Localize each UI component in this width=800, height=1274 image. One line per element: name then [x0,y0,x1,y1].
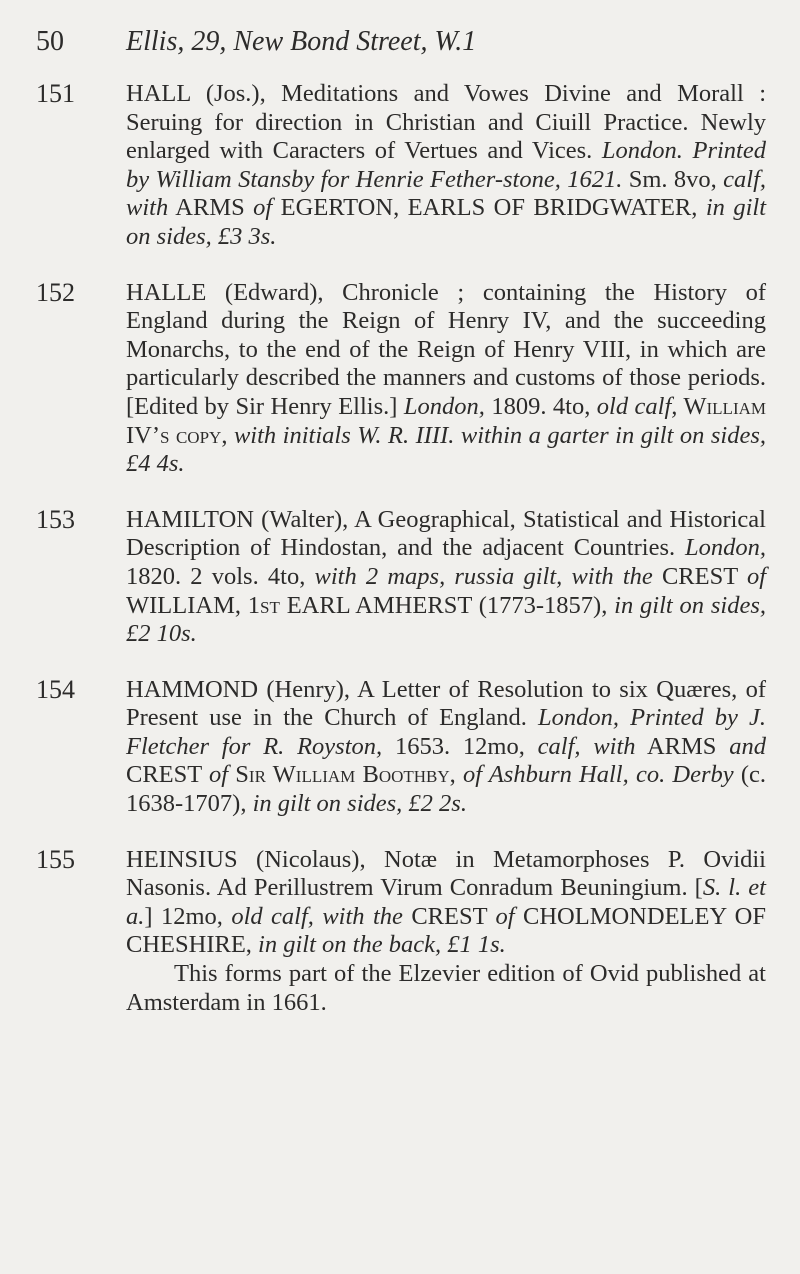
page-number: 50 [36,26,64,57]
provenance: EGERTON, EARLS OF BRIDGWATER, [272,194,706,222]
entry-number: 155 [36,844,75,874]
provenance: Sir William Boothby, [228,761,463,789]
catalogue-entry-154 [36,676,766,819]
binding: calf, with [126,165,767,222]
provenance: WILLIAM, 1st EARL AMHERST [126,591,479,619]
entry-title: HEINSIUS (Nicolaus), Notæ in Metamorphoses P. Ovidii Nasonis. Ad Perillustrem Virum Conradum Beuningium. [ [126,845,766,902]
connector: of [253,194,273,222]
format: 1809. 4to, [484,392,597,420]
catalogue-entry-152 [36,279,766,479]
entry-text [126,80,766,250]
price: in gilt on sides, £2 2s. [252,790,467,818]
price: in gilt on sides, £2 10s. [126,591,766,648]
arms-label: ARMS [168,194,254,222]
entry-text [126,506,766,647]
price: in gilt on the back, £1 1s. [258,931,506,959]
entry-title: HAMILTON (Walter), A Geographical, Statistical and Historical Description of Hindostan, and the adjacent Countries. [126,505,766,562]
binding: old calf, [596,392,678,420]
entry-number: 153 [36,504,75,534]
entry-text [126,676,766,817]
crest-label: CREST [126,761,210,789]
format: 1820. 2 vols. 4to, [126,562,315,590]
entry-note: This forms part of the Elzevier edition of Ovid published at Amsterdam in 1661. [126,960,766,1016]
catalogue-entry-151 [36,80,766,252]
imprint: S. l. et a. [126,874,766,930]
provenance-place: of Ashburn Hall, co. Derby [463,761,734,789]
price: in gilt on sides, £3 3s. [126,194,767,250]
imprint: London. Printed by William Stansby for Henrie Fether-stone, 1621. [126,137,766,193]
connector: of [746,562,767,590]
format: ] 12mo, [144,902,232,930]
imprint: London, [403,392,485,420]
connector: and [729,732,766,760]
format: 1653. 12mo, [382,732,538,760]
entry-number: 151 [36,79,75,108]
provenance: William IV’s copy, [126,392,766,449]
binding: old calf, with the [231,902,403,930]
binding: calf, with [537,732,636,760]
format: Sm. 8vo, [622,165,724,193]
entry-number: 152 [36,277,75,307]
crest-label: CREST [402,902,496,930]
imprint: London, Printed by J. Fletcher for R. Royston, [126,704,766,760]
catalogue-entries [36,80,766,1044]
running-header [36,26,770,60]
provenance: CHOLMONDELEY OF CHESHIRE, [126,902,766,959]
catalogue-entry-155 [36,846,766,1018]
running-head: Ellis, 29, New Bond Street, W.1 [126,26,477,57]
entry-text [126,279,766,478]
crest-label: CREST [652,562,747,590]
entry-text [126,846,766,959]
binding: with 2 maps, russia gilt, with the [314,562,653,590]
dates: (c. 1638-1707), [126,761,767,818]
dates: (1773-1857), [478,591,615,619]
entry-title: HALL (Jos.), Meditations and Vowes Divine and Morall : Seruing for direction in Christian and Ciuill Practice. Newly enlarged with Caracters of Vertues and Vices. [126,80,766,165]
arms-label: ARMS [635,732,730,760]
imprint: London, [684,534,766,562]
entry-title: HALLE (Edward), Chronicle ; containing the History of England during the Reign of Henry IV, and the succeeding Monarchs, to the end of the Reign of Henry VIII, in which are particularly described the manners and customs of those periods. [Edited by Sir Henry Ellis.] [126,278,766,420]
connector: of [209,761,229,789]
catalogue-entry-153 [36,506,766,649]
entry-number: 154 [36,674,75,704]
entry-title: HAMMOND (Henry), A Letter of Resolution to six Quæres, of Present use in the Church of England. [126,675,766,732]
price: with initials W. R. IIII. within a garter in gilt on sides, £4 4s. [126,421,767,478]
connector: of [495,902,515,930]
